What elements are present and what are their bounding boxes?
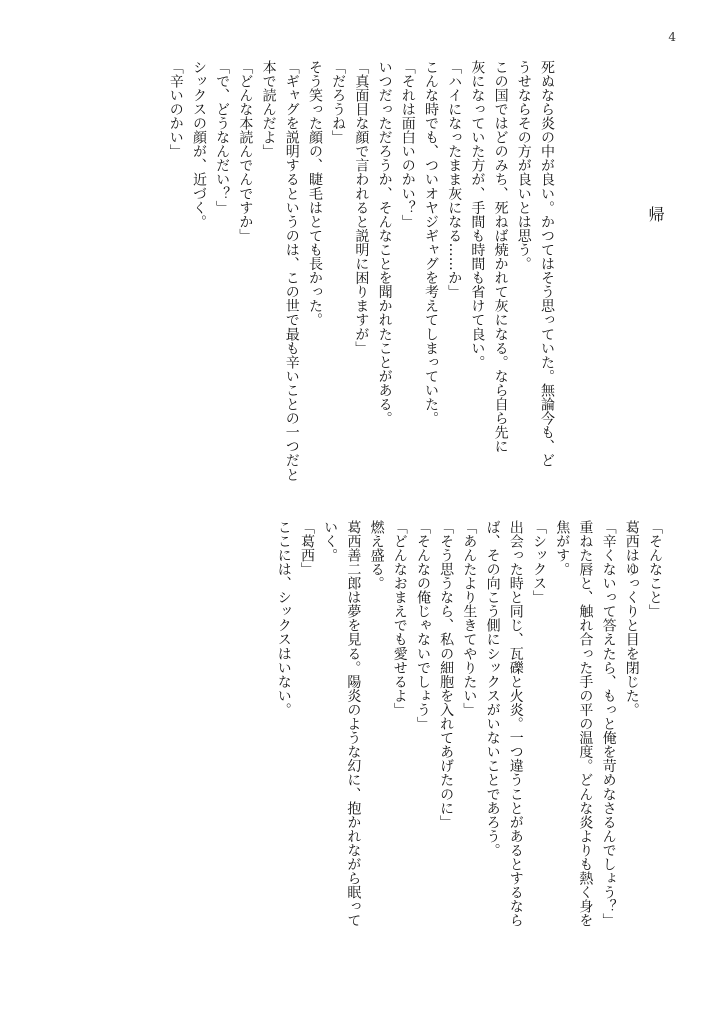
text-line: 重ねた唇と、触れ合った手の平の温度。どんな炎よりも熱く身を bbox=[577, 520, 594, 928]
text-line: 「どんなおまえでも愛せるよ」 bbox=[391, 520, 408, 717]
text-line: 「辛くないって答えたら、もっと俺を苛めなさるんでしょう？」 bbox=[600, 520, 617, 928]
text-line: 「あんたより生きてやりたい」 bbox=[461, 520, 478, 717]
text-line: 「だろうね」 bbox=[330, 60, 347, 145]
text-line: 燃え盛る。 bbox=[368, 520, 385, 591]
text-line: 本で読んだよ」 bbox=[260, 60, 277, 159]
text-line: 「シックス」 bbox=[530, 520, 547, 605]
text-line: 「で、どうなんだい？」 bbox=[214, 60, 231, 215]
text-line: 「どんな本読んでんですか」 bbox=[237, 60, 254, 243]
text-line: 「葛西」 bbox=[298, 520, 315, 577]
text-line: いく。 bbox=[322, 520, 339, 563]
text-line: シックスの顔が、近づく。 bbox=[190, 60, 207, 229]
text-line: 「ギャグを説明するというのは、この世で最も辛いことの一つだと bbox=[283, 60, 300, 482]
text-line: いつだっただろうか、そんなことを聞かれたことがある。 bbox=[376, 60, 393, 426]
text-line: 灰になっていた方が、手間も時間も省けて良い。 bbox=[469, 60, 486, 370]
lower-text-block bbox=[202, 520, 666, 990]
text-line: 出会った時と同じ、瓦礫と火炎。一つ違うことがあるとするなら bbox=[507, 520, 524, 928]
text-line: 「ハイになったまま灰になる……か」 bbox=[446, 60, 463, 299]
text-line: ここには、シックスはいない。 bbox=[275, 520, 292, 717]
text-line: 「そう思うなら、私の細胞を入れてあげたのに」 bbox=[438, 520, 455, 830]
text-line: 「真面目な顔で言われると説明に困りますが」 bbox=[353, 60, 370, 356]
chapter-title: 帰 bbox=[646, 206, 665, 222]
text-line: 「それは面白いのかい？」 bbox=[399, 60, 416, 229]
text-line: 「そんなこと」 bbox=[647, 520, 663, 619]
text-line: こんな時でも、ついオヤジギャグを考えてしまっていた。 bbox=[422, 60, 439, 426]
text-line: 葛西はゆっくりと目を閉じた。 bbox=[623, 520, 640, 717]
text-line: 焦がす。 bbox=[554, 520, 571, 577]
text-line: 「辛いのかい」 bbox=[167, 60, 184, 159]
text-line: 「そんなの俺じゃないでしょう」 bbox=[414, 520, 431, 731]
text-line: そう笑った顔の、睫毛はとても長かった。 bbox=[306, 60, 323, 327]
page-number: 4 bbox=[668, 30, 676, 44]
text-line: ば、その向こう側にシックスがいないことであろう。 bbox=[484, 520, 501, 858]
text-line: この国ではどのみち、死ねば焼かれて灰になる。なら自ら先に bbox=[492, 60, 509, 454]
upper-text-block bbox=[88, 60, 558, 510]
text-line: 葛西善二郎は夢を見る。陽炎のような幻に、抱かれながら眠って bbox=[345, 520, 362, 928]
text-line: 死ぬなら炎の中が良い。かつてはそう思っていた。無論今も、ど bbox=[539, 60, 555, 468]
text-line: うせならその方が良いとは思う。 bbox=[515, 60, 532, 271]
